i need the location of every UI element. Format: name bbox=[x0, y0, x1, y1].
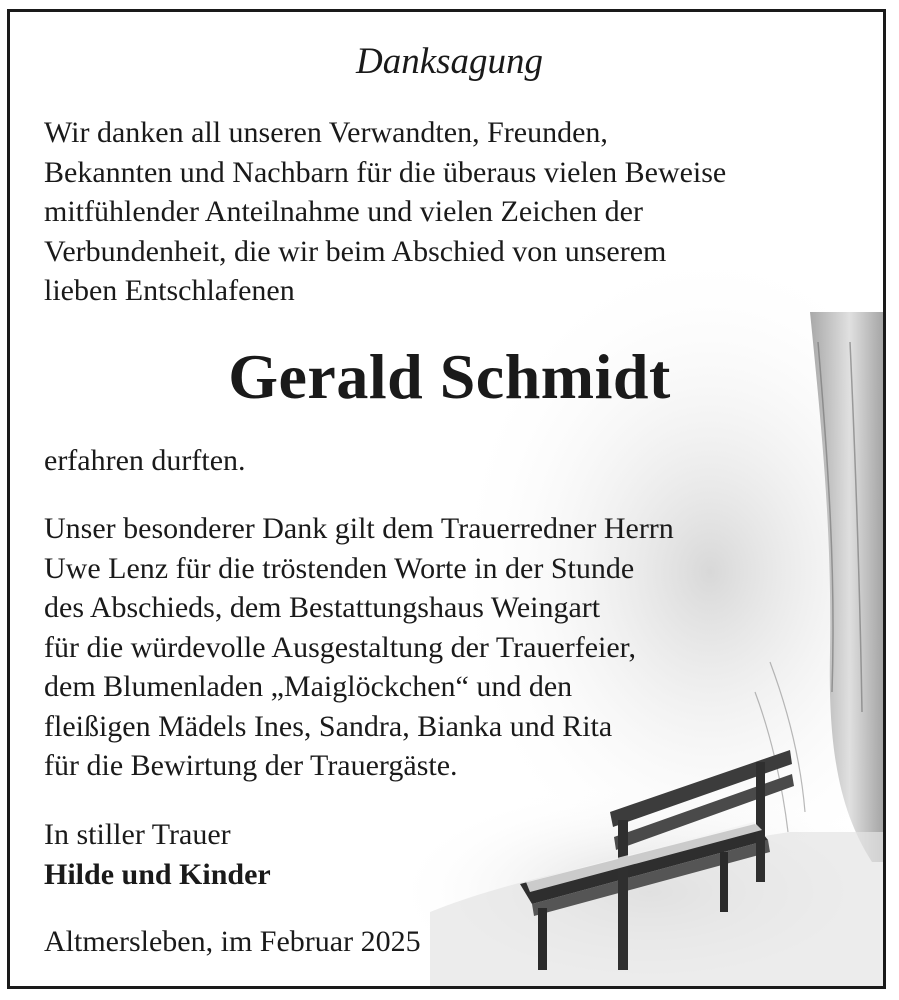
intro-line: mitfühlender Anteilnahme und vielen Zeichen der bbox=[44, 195, 643, 228]
thanks-line: für die würdevolle Ausgestaltung der Trauerfeier, bbox=[44, 630, 636, 664]
thanks-line: Unser besonderer Dank gilt dem Trauerredner Herrn bbox=[44, 512, 674, 545]
after-name-text: erfahren durften. bbox=[44, 444, 246, 477]
signature-text: Hilde und Kinder bbox=[44, 857, 271, 891]
deceased-name: Gerald Schmidt bbox=[228, 341, 671, 412]
thanks-line: des Abschieds, dem Bestattungshaus Weingart bbox=[44, 591, 601, 624]
intro-line: Wir danken all unseren Verwandten, Freunden, bbox=[44, 116, 608, 149]
place-date: Altmersleben, im Februar 2025 bbox=[44, 925, 421, 958]
thanks-line: dem Blumenladen „Maiglöckchen“ und den bbox=[44, 670, 573, 703]
intro-line: Bekannten und Nachbarn für die überaus vielen Beweise bbox=[44, 155, 727, 189]
obituary-notice bbox=[7, 9, 886, 989]
closing-text: In stiller Trauer bbox=[44, 818, 231, 851]
thanks-line: fleißigen Mädels Ines, Sandra, Bianka und Rita bbox=[44, 709, 613, 743]
intro-line: lieben Entschlafenen bbox=[44, 274, 295, 307]
signature-block bbox=[44, 815, 271, 894]
intro-paragraph bbox=[44, 113, 726, 311]
thanks-line: Uwe Lenz für die tröstenden Worte in der Stunde bbox=[44, 551, 635, 585]
intro-line: Verbundenheit, die wir beim Abschied von unserem bbox=[44, 234, 667, 268]
notice-title: Danksagung bbox=[355, 41, 544, 82]
thanks-paragraph bbox=[44, 509, 674, 786]
thanks-line: für die Bewirtung der Trauergäste. bbox=[44, 749, 458, 782]
